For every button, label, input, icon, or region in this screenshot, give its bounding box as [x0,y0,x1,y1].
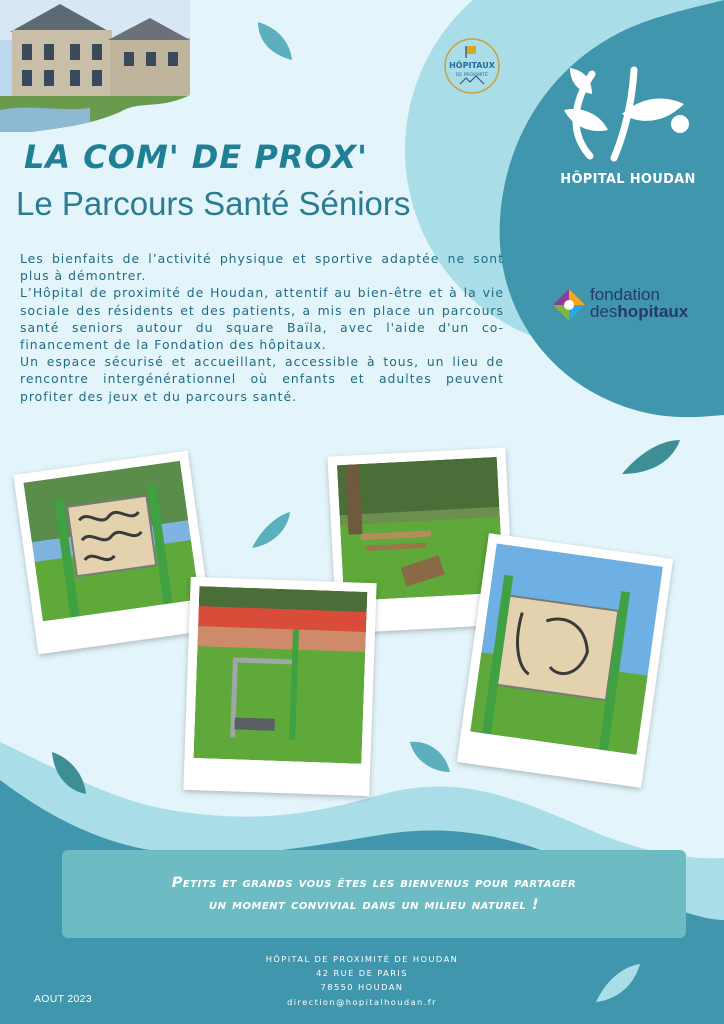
publication-date: AOUT 2023 [34,993,92,1005]
paragraph-1: Les bienfaits de l’activité physique et sportive adaptée ne sont plus à démontrer. [20,251,504,284]
hopitaux-proximite-logo [440,36,504,96]
leaf-shape [252,512,290,548]
photo-balance-panel [457,533,673,788]
footer-address [210,952,514,1009]
paragraph-2: L’Hôpital de proximité de Houdan, attentif au bien-être et à la vie sociale des résidents et des patients, a mis en place un parcours santé seniors autour du square Baïla, avec l'aide d'un co-financement de la Fondation des hôpitaux. [20,285,504,353]
fondation-logo-icon [552,288,586,322]
hopitaux-word: hopitaux [617,302,689,321]
footer-hospital-name: HÔPITAL DE PROXIMITÉ DE HOUDAN [265,954,459,964]
footer-street: 42 RUE DE PARIS [316,968,408,979]
hopitaux-text: HÔPITAUX [449,61,495,70]
des-word: des [590,302,618,321]
leaf-shape [622,440,680,474]
photo-exercise-station [183,577,376,796]
page-title: Le Parcours Santé Séniors [16,185,411,222]
page-kicker: LA COM' DE PROX' [24,138,368,176]
paragraph-3: Un espace sécurisé et accueillant, accessible à tous, un lieu de rencontre intergénérationnel où enfants et adultes peuvent profiter des jeux et du parcours santé. [20,354,504,404]
footer-email: direction@hopitalhoudan.fr [287,996,437,1007]
fondation-word: fondation [590,285,660,304]
banner-line-1: Petits et grands vous êtes les bienvenus pour partager [171,875,577,891]
leaf-shape [410,742,450,772]
body-text [20,250,504,405]
banner-line-2: un moment convivial dans un milieu naturel ! [209,897,539,913]
fondation-logo-text [590,286,688,320]
proximite-text: DE PROXIMITÉ [455,73,489,78]
hopital-houdan-logo-icon [562,64,692,168]
welcome-banner-text [62,872,686,916]
photo-maze-panel [13,451,212,655]
hopital-houdan-label: HÔPITAL HOUDAN [560,172,696,187]
leaf-shape [258,22,292,60]
footer-city: 78550 HOUDAN [320,982,404,993]
